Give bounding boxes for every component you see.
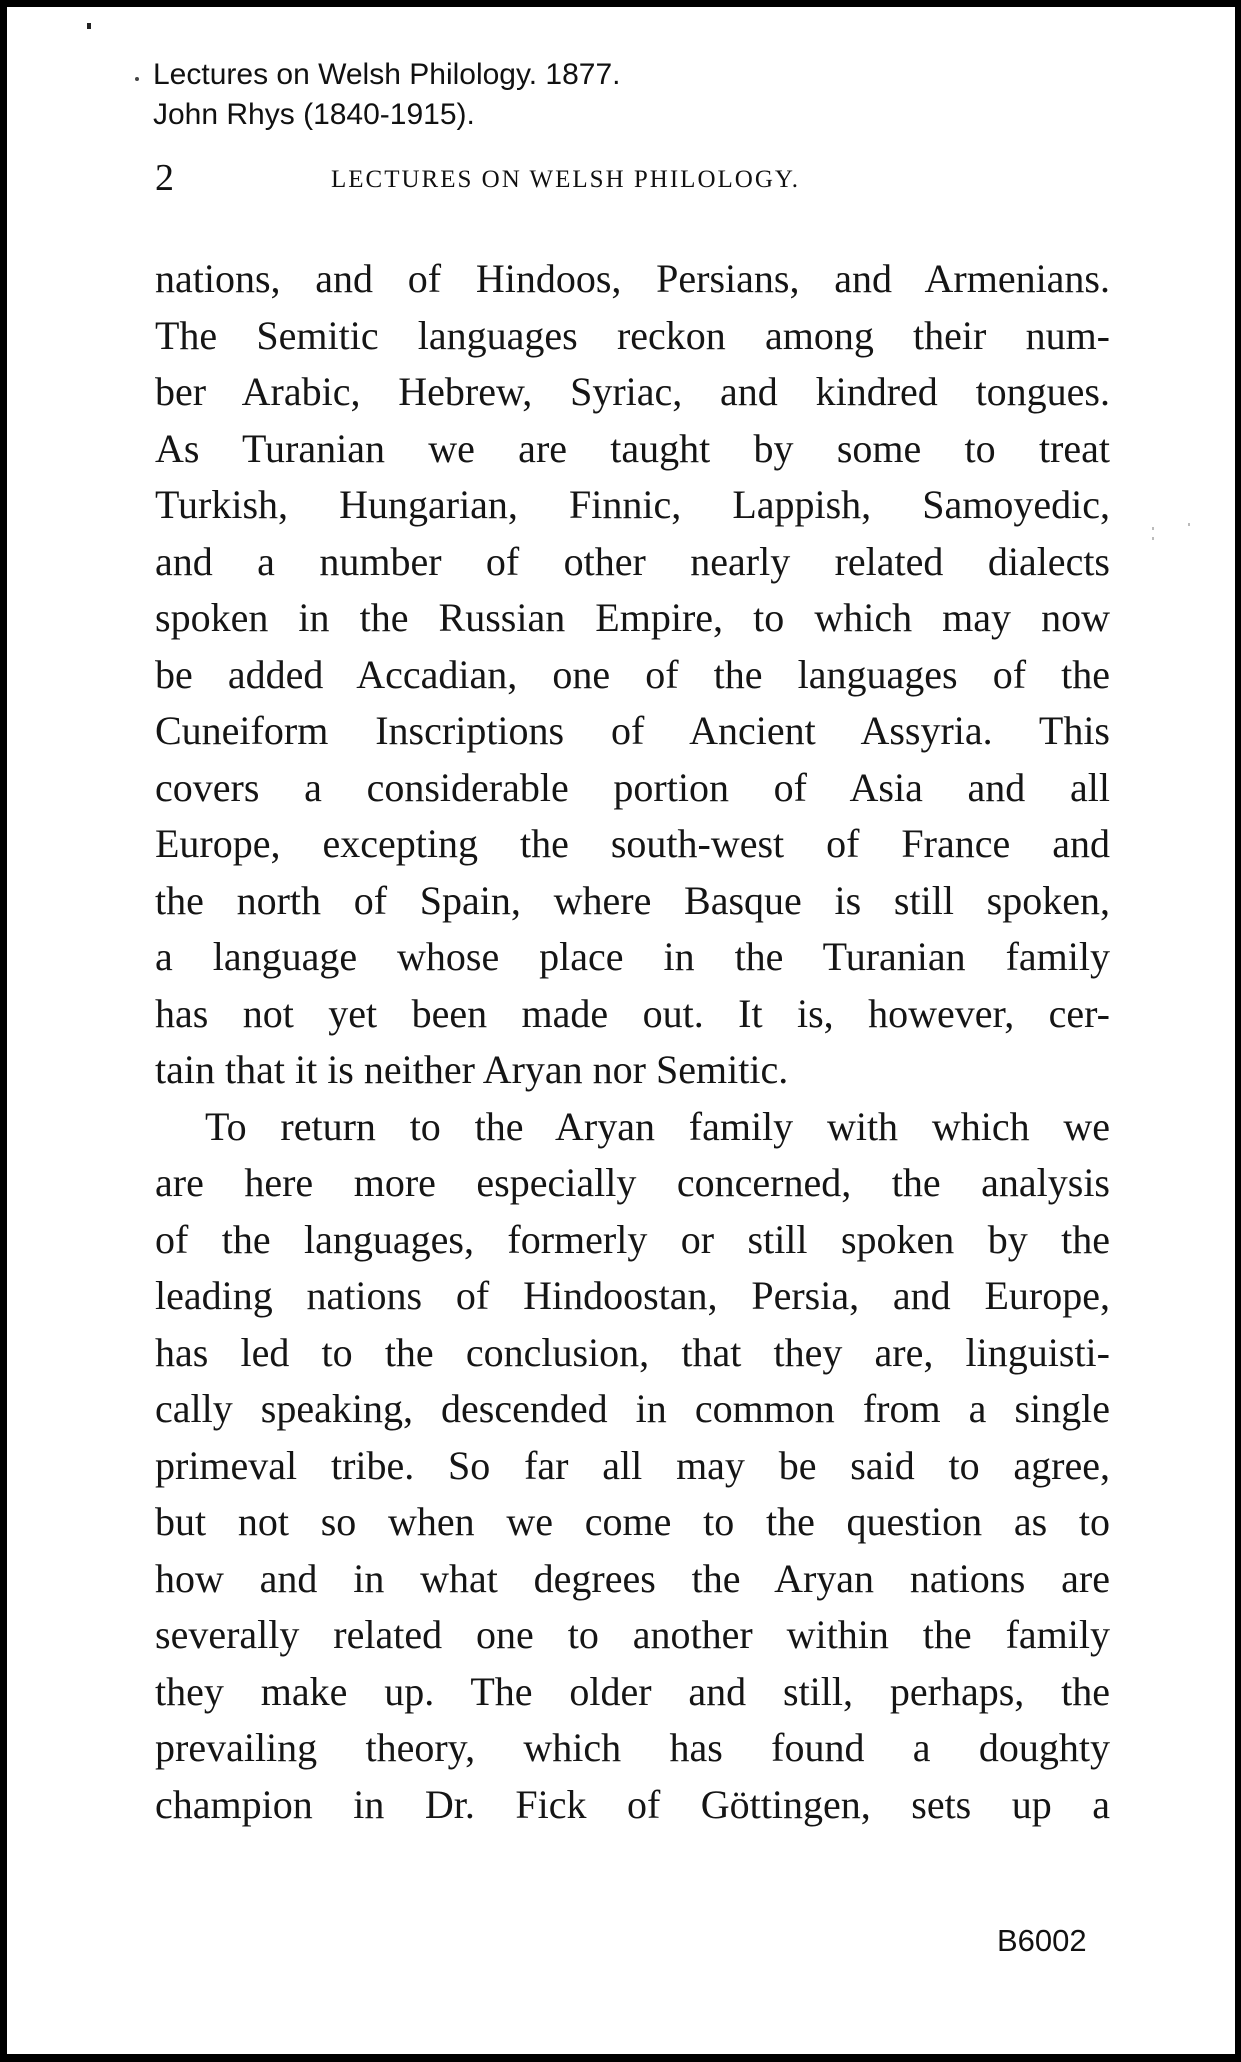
scan-speck (1188, 523, 1190, 526)
text-line: cally speaking, descended in common from a single (155, 1386, 1110, 1431)
text-line: has led to the conclusion, that they are, linguisti- (155, 1329, 1110, 1375)
text-line: tain that it is neither Aryan nor Semitic. (155, 1047, 789, 1092)
body-text (155, 251, 1110, 1833)
text-line: leading nations of Hindoostan, Persia, and Europe, (155, 1273, 1110, 1318)
scan-speck (87, 23, 91, 29)
text-line: they make up. The older and still, perhaps, the (155, 1668, 1110, 1714)
text-line: the north of Spain, where Basque is still spoken, (155, 877, 1110, 923)
text-line: are here more especially concerned, the analysis (155, 1160, 1110, 1205)
text-line: how and in what degrees the Aryan nations are (155, 1555, 1110, 1601)
scan-speck (1152, 537, 1154, 540)
text-line: severally related one to another within the family (155, 1612, 1110, 1657)
running-title: LECTURES ON WELSH PHILOLOGY. (331, 166, 800, 193)
text-line: Turkish, Hungarian, Finnic, Lappish, Samoyedic, (155, 482, 1110, 527)
text-line: spoken in the Russian Empire, to which may now (155, 595, 1110, 640)
paragraph-1 (155, 251, 1110, 1099)
text-line: primeval tribe. So far all may be said to agree, (155, 1442, 1110, 1488)
paragraph-2 (155, 1099, 1110, 1834)
text-line: covers a considerable portion of Asia and all (155, 764, 1110, 810)
scan-speck (1152, 527, 1154, 530)
catalog-caption (153, 55, 621, 135)
page-number: 2 (155, 157, 174, 199)
text-line: of the languages, formerly or still spoken by the (155, 1216, 1110, 1262)
text-line: Europe, excepting the south-west of France and (155, 821, 1110, 866)
text-line: nations, and of Hindoos, Persians, and Armenians. (155, 256, 1110, 301)
caption-author: John Rhys (1840-1915). (153, 98, 475, 131)
text-line: prevailing theory, which has found a doughty (155, 1725, 1110, 1770)
text-line: To return to the Aryan family with which we (205, 1103, 1110, 1149)
text-line: As Turanian we are taught by some to treat (155, 425, 1110, 471)
text-line: The Semitic languages reckon among their num- (155, 312, 1110, 358)
text-line: be added Accadian, one of the languages of the (155, 651, 1110, 697)
text-line: has not yet been made out. It is, however, cer- (155, 990, 1110, 1036)
text-line: ber Arabic, Hebrew, Syriac, and kindred tongues. (155, 369, 1110, 414)
text-line: but not so when we come to the question as to (155, 1499, 1110, 1544)
text-line: and a number of other nearly related dialects (155, 538, 1110, 584)
bullet-icon (135, 77, 139, 81)
document-code: B6002 (997, 1923, 1087, 1958)
text-line: a language whose place in the Turanian family (155, 934, 1110, 979)
text-line: champion in Dr. Fick of Göttingen, sets up a (155, 1781, 1110, 1827)
caption-title: Lectures on Welsh Philology. 1877. (153, 58, 621, 91)
text-line: Cuneiform Inscriptions of Ancient Assyria. This (155, 708, 1110, 753)
running-head (155, 155, 1105, 205)
